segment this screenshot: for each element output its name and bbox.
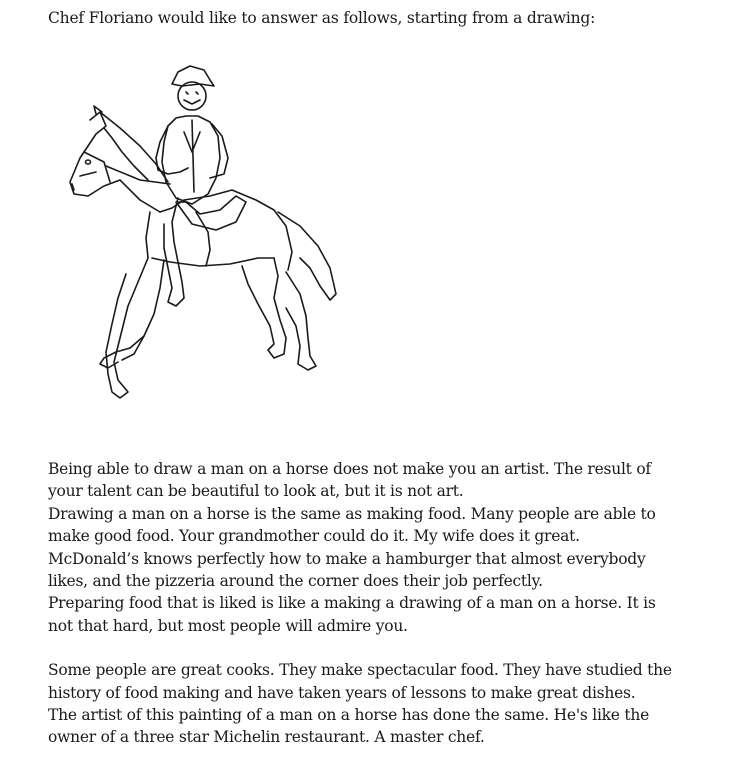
horse-bridle [80, 152, 110, 182]
rider-leg [164, 198, 184, 306]
intro-sentence: Chef Floriano would like to answer as follows, starting from a drawing: [48, 9, 596, 27]
paragraph-line: likes, and the pizzeria around the corner does their job perfectly. [48, 572, 543, 591]
paragraph-line: The artist of this painting of a man on a horse has done the same. He's like the [48, 706, 650, 725]
paragraph-line: Drawing a man on a horse is the same as making food. Many people are able to [48, 504, 656, 523]
paragraph-line: make good food. Your grandmother could do it. My wife does it great. [48, 527, 580, 546]
paragraph-great-cooks [48, 659, 728, 749]
horse-hind-leg [242, 258, 286, 358]
horse-head [70, 112, 160, 212]
horse-mane [100, 112, 168, 182]
article-body [48, 458, 728, 749]
horse-front-leg-right [122, 260, 164, 360]
paragraph-line: history of food making and have taken years of lessons to make great dishes. [48, 683, 636, 702]
paragraph-drawing-vs-art [48, 458, 728, 637]
paragraph-line: McDonald’s knows perfectly how to make a hamburger that almost everybody [48, 549, 646, 568]
paragraph-line: Being able to draw a man on a horse does not make you an artist. The result of [48, 460, 651, 478]
horse-tail [278, 212, 336, 300]
paragraph-line: not that hard, but most people will admire you. [48, 616, 408, 635]
rider-torso [162, 116, 220, 204]
rider-arm [156, 126, 188, 174]
paragraph-line: your talent can be beautiful to look at, but it is not art. [48, 482, 464, 501]
paragraph-line: Preparing food that is liked is like a making a drawing of a man on a horse. It is [48, 594, 656, 613]
horse-front-leg-left [106, 212, 150, 398]
paragraph-line: Some people are great cooks. They make spectacular food. They have studied the [48, 661, 672, 680]
man-on-horse-drawing [60, 62, 345, 407]
paragraph-line: owner of a three star Michelin restaurant. A master chef. [48, 728, 485, 747]
rider-hat [172, 66, 214, 86]
